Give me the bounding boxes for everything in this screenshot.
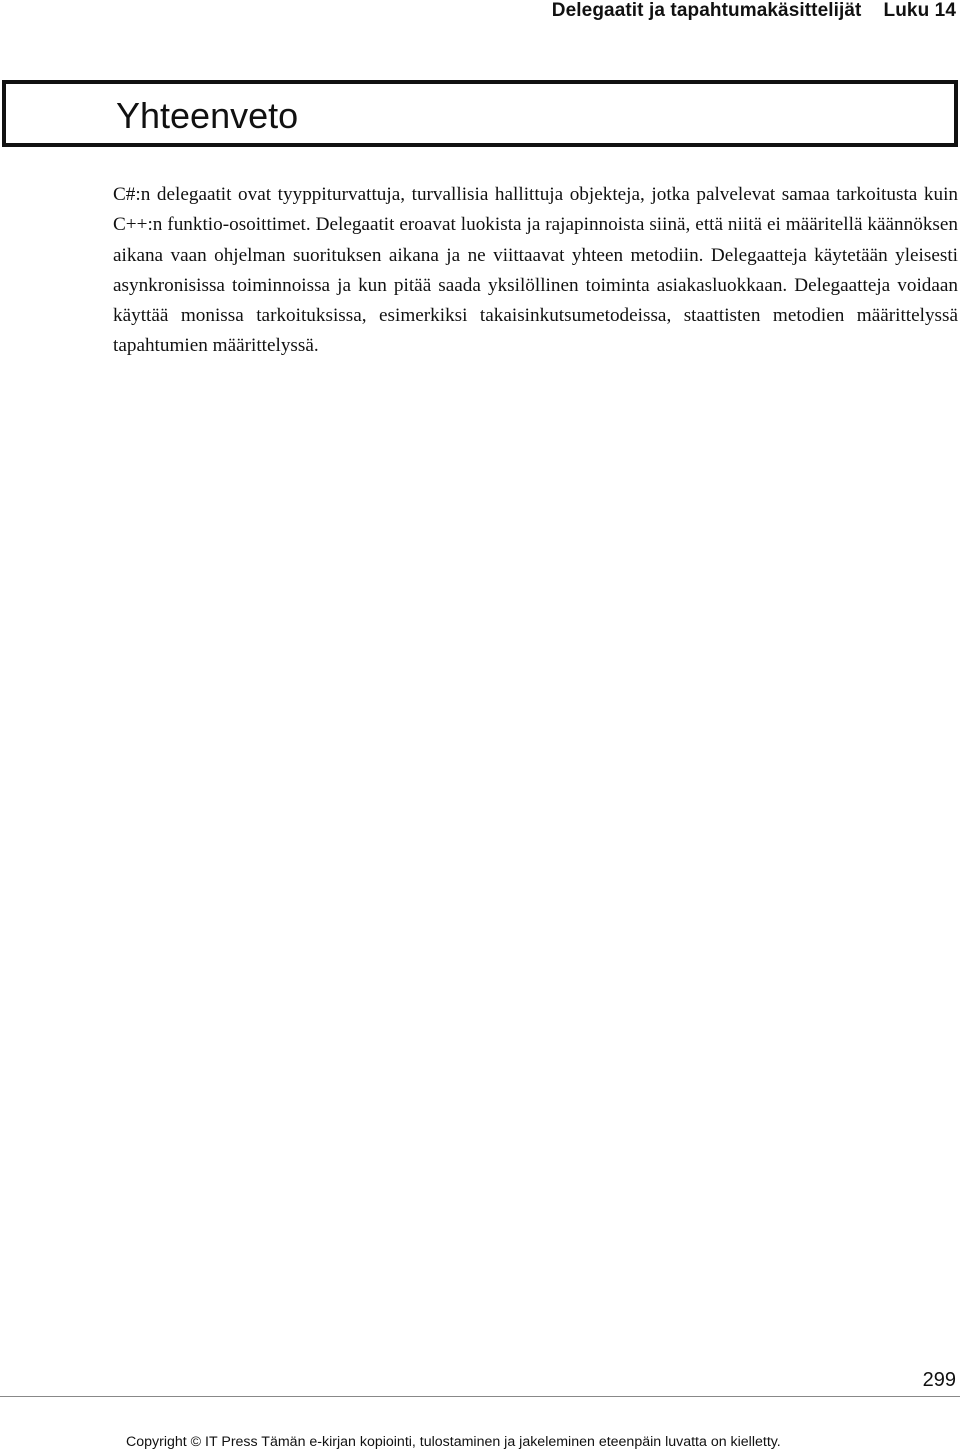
chapter-label: Luku 14 [883, 0, 956, 21]
page-number: 299 [922, 1369, 956, 1391]
section-title-box [2, 80, 958, 147]
summary-paragraph: C#:n delegaatit ovat tyyppiturvattuja, turvallisia hallittuja objekteja, jotka palvelevat samaa tarkoitusta kuin C++:n funktio-osoittimet. Delegaatit eroavat luokista ja rajapinnoista siinä, että niitä ei määritellä käännöksen aikana vaan ohjelman suorituksen aikana ja ne viittaavat yhteen metodiin. Delegaatteja käytetään yleisesti asynkronisissa toiminnoissa ja kun pitää saada yksilöllinen toiminta asiakasluokkaan. Delegaatteja voidaan käyttää monissa tarkoituksissa, esimerkiksi takaisinkutsumetodeissa, staattisten metodien määrittelyssä tapahtumien määrittelyssä. [113, 184, 958, 357]
running-header [552, 0, 956, 22]
copyright-notice: Copyright © IT Press Tämän e-kirjan kopiointi, tulostaminen ja jakeleminen eteenpäin luvatta on kielletty. [126, 1434, 781, 1450]
section-title: Yhteenveto [116, 95, 299, 136]
book-title: Delegaatit ja tapahtumakäsittelijät [551, 0, 862, 21]
footer-divider [0, 1396, 960, 1397]
